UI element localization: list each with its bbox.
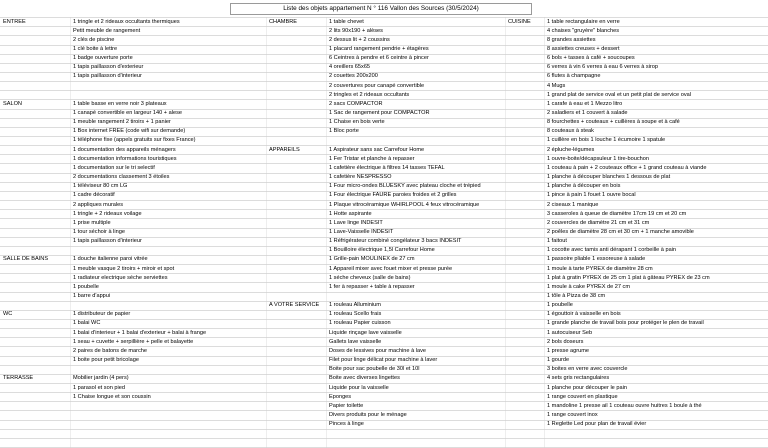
item-cell[interactable]: 1 prise multiple bbox=[73, 219, 111, 226]
item-cell[interactable]: 1 canapé convertible en largeur 140 + alese bbox=[73, 110, 182, 116]
item-cell[interactable]: 1 grande planche de travail bois pour protéger le plen de travail bbox=[547, 320, 704, 327]
item-cell[interactable]: 8 assiettes creuses + dessert bbox=[547, 46, 620, 52]
item-cell[interactable]: 1 balai d'interieur + 1 balai d'exterieur + balai à frange bbox=[73, 329, 207, 336]
item-cell[interactable]: 1 tringle + 2 rideaux voilage bbox=[73, 210, 142, 217]
item-cell[interactable]: 1 boite pour petit bricolage bbox=[73, 357, 139, 364]
item-cell[interactable]: 2 poêles de diamètre 28 cm et 30 cm + 1 manche amovible bbox=[547, 229, 694, 235]
grid-line bbox=[0, 438, 768, 439]
column-divider bbox=[505, 17, 506, 448]
item-cell[interactable]: 2 documentations classement 3 étoiles bbox=[73, 174, 170, 181]
item-cell[interactable]: 1 plat à gratin PYREX de 25 cm 1 plat à gâteau PYREX de 23 cm bbox=[547, 274, 710, 281]
item-cell[interactable]: Divers produits pour le ménage bbox=[329, 411, 407, 418]
item-cell[interactable]: 2 couvertures pour canapé convertible bbox=[329, 82, 425, 89]
item-cell[interactable]: 6 bols + tasses à café + soucoupes bbox=[547, 55, 635, 62]
item-cell[interactable]: 2 dessus lit + 2 coussins bbox=[329, 36, 390, 43]
item-cell[interactable]: 4 chaises "gruyère" blanches bbox=[547, 27, 620, 34]
category-cell[interactable]: SALLE DE BAINS bbox=[3, 256, 49, 263]
item-cell[interactable]: 2 saladiers et 1 couvert à salade bbox=[547, 110, 628, 116]
item-cell[interactable]: 1 seau + cuvette + serpillière + pelle et balayette bbox=[73, 338, 194, 345]
category-cell[interactable]: A VOTRE SERVICE bbox=[269, 302, 320, 309]
item-cell[interactable]: 1 passoire pliable 1 essoreuse à salade bbox=[547, 256, 646, 263]
item-cell[interactable]: Liquide rinçage lave vaisselle bbox=[329, 329, 402, 336]
item-cell[interactable]: 2 couettes 200x200 bbox=[329, 73, 378, 80]
item-cell[interactable]: 1 badge ouverture porte bbox=[73, 55, 133, 62]
item-cell[interactable]: 1 documentation informations touristiques bbox=[73, 155, 177, 162]
category-cell[interactable]: SALON bbox=[3, 100, 22, 107]
item-cell[interactable]: 1 couteau à pain + 2 couteaux office + 1 grand couteau à viande bbox=[547, 164, 707, 171]
item-cell[interactable]: 2 clés de piscine bbox=[73, 36, 115, 43]
item-cell[interactable]: 1 autocuiseur Seb bbox=[547, 329, 593, 336]
item-cell[interactable]: 1 planche à découper en bois bbox=[547, 183, 621, 190]
item-cell[interactable]: 1 égouttoir à vaisselle en bois bbox=[547, 311, 621, 318]
item-cell[interactable]: 1 grand plat de service oval et un petit plat de service oval bbox=[547, 91, 691, 98]
item-cell[interactable]: 1 tôle à Pizza de 38 cm bbox=[547, 293, 606, 299]
item-cell[interactable]: Filet pour linge délicat pour machine à laver bbox=[329, 357, 438, 364]
item-cell[interactable]: 1 Grille-pain MOULINEX de 27 cm bbox=[329, 256, 415, 263]
item-cell[interactable]: 1 moule à tarte PYREX de diamètre 28 cm bbox=[547, 265, 653, 272]
item-cell[interactable]: 8 couteaux à steak bbox=[547, 128, 594, 135]
item-cell[interactable]: 1 documentation des appareils ménagers bbox=[73, 146, 176, 153]
item-cell[interactable]: 1 poubelle bbox=[547, 302, 573, 309]
item-cell[interactable]: 3 boites en verre avec couvercle bbox=[547, 366, 628, 373]
item-cell[interactable]: 1 table chevet bbox=[329, 18, 364, 25]
item-cell[interactable]: 1 Bouilloire électrique 1,5l Carrefour Home bbox=[329, 247, 435, 254]
category-cell[interactable]: ENTREE bbox=[3, 18, 26, 25]
item-cell[interactable]: 1 Chaise en bois verte bbox=[329, 119, 385, 126]
item-cell[interactable]: 1 range couvert en plastique bbox=[547, 393, 618, 400]
item-cell[interactable]: 1 meuble vasque 2 tiroirs + miroir et spot bbox=[73, 265, 175, 272]
sheet-title: Liste des objets appartement N ° 116 Vallon des Sources (30/5/2024) bbox=[230, 3, 532, 15]
item-cell[interactable]: 4 oreillers 65x65 bbox=[329, 64, 371, 71]
column-divider bbox=[326, 17, 327, 448]
item-cell[interactable]: 1 gourde bbox=[547, 357, 570, 364]
item-cell[interactable]: 1 range couvert inox bbox=[547, 411, 598, 418]
item-cell[interactable]: 1 placard rangement pendrie + étagères bbox=[329, 46, 429, 52]
item-cell[interactable]: 1 téléviseur 80 cm LG bbox=[73, 183, 128, 190]
item-cell[interactable]: 1 Sac de rangement pour COMPACTOR bbox=[329, 110, 430, 116]
item-cell[interactable]: 1 Lave-Vaisselle INDESIT bbox=[329, 229, 394, 235]
item-cell[interactable]: 8 grandes assiettes bbox=[547, 36, 596, 43]
item-cell[interactable]: 1 balai WC bbox=[73, 320, 101, 327]
item-cell[interactable]: Gallets lave vaisselle bbox=[329, 338, 382, 345]
item-cell[interactable]: 1 Fer Tristar et planche à repasser bbox=[329, 155, 415, 162]
item-cell[interactable]: 1 tapis paillasson d'interieur bbox=[73, 238, 142, 245]
item-cell[interactable]: Boite avec diverses lingettes bbox=[329, 375, 400, 382]
item-cell[interactable]: Papier toilette bbox=[329, 402, 364, 409]
item-cell[interactable]: 1 parasol et son pied bbox=[73, 384, 125, 391]
column-divider bbox=[266, 17, 267, 448]
category-cell[interactable]: WC bbox=[3, 311, 13, 318]
item-cell[interactable]: 1 tapis paillasson d'interieur bbox=[73, 73, 142, 80]
item-cell[interactable]: Eponges bbox=[329, 393, 352, 400]
item-cell[interactable]: 1 cadre décoratif bbox=[73, 192, 115, 199]
item-cell[interactable]: 1 fer à repasser + table à repasser bbox=[329, 283, 415, 290]
item-cell[interactable]: 1 Box internet FREE (code wifi sur demande) bbox=[73, 128, 186, 135]
item-cell[interactable]: 4 Mugs bbox=[547, 82, 566, 89]
item-cell[interactable]: 2 paires de batons de marche bbox=[73, 347, 148, 354]
item-cell[interactable]: 1 Four micro-ondes BLUESKY avec plateau cloche et trépied bbox=[329, 183, 481, 190]
item-cell[interactable]: 1 barre d'appui bbox=[73, 293, 111, 299]
item-cell[interactable]: 1 Lave linge INDESIT bbox=[329, 219, 383, 226]
item-cell[interactable]: 1 tapis paillasson d'exterieur bbox=[73, 64, 144, 71]
item-cell[interactable]: 4 sets gris rectangulaires bbox=[547, 375, 610, 382]
item-cell[interactable]: 1 rouleau Alluminium bbox=[329, 302, 381, 309]
item-cell[interactable]: 1 Reglette Led pour plan de travail évier bbox=[547, 421, 647, 428]
item-cell[interactable]: 8 fourchettes + couteaux + cuillères à soupe et à café bbox=[547, 119, 680, 126]
item-cell[interactable]: 1 poubelle bbox=[73, 283, 99, 290]
item-cell[interactable]: 1 Bloc porte bbox=[329, 128, 359, 135]
item-cell[interactable]: 6 Ceintres à pendre et 6 ceintre à pincer bbox=[329, 55, 429, 62]
item-cell[interactable]: 2 tringles et 2 rideaux occultants bbox=[329, 91, 410, 98]
item-cell[interactable]: 2 ciseaux 1 manique bbox=[547, 201, 599, 208]
item-cell[interactable]: 1 Chaise longue et son coussin bbox=[73, 393, 151, 400]
item-cell[interactable]: 2 bols doseurs bbox=[547, 338, 584, 345]
item-cell[interactable]: 1 mandoline 1 presse ail 1 couteau ouvre huitres 1 boule à thé bbox=[547, 402, 702, 409]
item-cell[interactable]: 1 séche cheveux (salle de bains) bbox=[329, 274, 411, 281]
item-cell[interactable]: 1 tringle et 2 rideaux occultants thermiques bbox=[73, 18, 180, 25]
item-cell[interactable]: 1 moule à cake PYREX de 27 cm bbox=[547, 283, 631, 290]
item-cell[interactable]: 2 épluche-légumes bbox=[547, 146, 595, 153]
item-cell[interactable]: 1 cocotte avec tamis anti dérapant 1 corbeille à pain bbox=[547, 247, 677, 254]
item-cell[interactable]: Pinces à linge bbox=[329, 421, 364, 428]
item-cell[interactable]: 1 planche à découper blanches 1 dessous de plat bbox=[547, 174, 671, 181]
item-cell[interactable]: 1 radiateur electrique séche serviettes bbox=[73, 274, 168, 281]
item-cell[interactable]: Doses de lessives pour machine à lave bbox=[329, 347, 427, 354]
item-cell[interactable]: 1 faitout bbox=[547, 238, 567, 245]
item-cell[interactable]: 1 Hotte aspirante bbox=[329, 210, 372, 217]
item-cell[interactable]: 1 meuble rangement 2 tiroirs + 1 panier bbox=[73, 119, 171, 126]
column-divider bbox=[544, 17, 545, 448]
item-cell[interactable]: 2 lits 90x190 + alèses bbox=[329, 27, 383, 34]
item-cell[interactable]: 1 Appareil mixer avec fouet mixer et presse purée bbox=[329, 265, 453, 272]
item-cell[interactable]: 1 cafetière électrique à filtres 14 tasses TEFAL bbox=[329, 164, 445, 171]
item-cell[interactable]: 1 pince à pain 1 fouet 1 ouvre bocal bbox=[547, 192, 636, 199]
item-cell[interactable]: Boite pour sac poubelle de 30l et 10l bbox=[329, 366, 420, 373]
item-cell[interactable]: Mobilier jardin (4 pers) bbox=[73, 375, 129, 382]
item-cell[interactable]: 1 rouleau Papier cuisson bbox=[329, 320, 391, 327]
item-cell[interactable]: 1 Four électrique FAURE paroies froides et 2 grilles bbox=[329, 192, 457, 199]
item-cell[interactable]: 1 Réfrigérateur combiné congélateur 3 bacs INDESIT bbox=[329, 238, 462, 245]
item-cell[interactable]: 1 documentation sur le tri selectif bbox=[73, 164, 155, 171]
item-cell[interactable]: 1 tour séchoir à linge bbox=[73, 229, 125, 235]
item-cell[interactable]: 1 carafe à eau et 1 Mezzo litro bbox=[547, 100, 623, 107]
item-cell[interactable]: 1 table basse en verre noir 3 plateaux bbox=[73, 100, 167, 107]
item-cell[interactable]: Liquide pour la vaisselle bbox=[329, 384, 389, 391]
item-cell[interactable]: 1 cafetière NESPRESSO bbox=[329, 174, 392, 181]
item-cell[interactable]: 1 distributeur de papier bbox=[73, 311, 131, 318]
item-cell[interactable]: 1 Aspirateur sans sac Carrefour Home bbox=[329, 146, 425, 153]
item-cell[interactable]: Petit meuble de rangement bbox=[73, 27, 141, 34]
item-cell[interactable]: 1 presse agrume bbox=[547, 347, 589, 354]
item-cell[interactable]: 1 cuillère en bois 1 louche 1 écumoire 1 spatule bbox=[547, 137, 666, 144]
item-cell[interactable]: 1 rouleau Scello frais bbox=[329, 311, 382, 318]
category-cell[interactable]: CHAMBRE bbox=[269, 18, 297, 25]
item-cell[interactable]: 3 casseroles à queue de diamètre 17cm 19 cm et 20 cm bbox=[547, 210, 687, 217]
item-cell[interactable]: 6 flutes à champagne bbox=[547, 73, 601, 80]
item-cell[interactable]: 1 planche pour découper le pain bbox=[547, 384, 627, 391]
category-cell[interactable]: CUISINE bbox=[508, 18, 531, 25]
item-cell[interactable]: 1 clé boite à lettre bbox=[73, 46, 118, 52]
item-cell[interactable]: 2 sacs COMPACTOR bbox=[329, 100, 383, 107]
item-cell[interactable]: 1 table rectangulaire en verre bbox=[547, 18, 620, 25]
item-cell[interactable]: 1 ouvre-boite/décapsuleur 1 tire-bouchon bbox=[547, 155, 649, 162]
category-cell[interactable]: APPAREILS bbox=[269, 146, 300, 153]
item-cell[interactable]: 2 appliques murales bbox=[73, 201, 124, 208]
item-cell[interactable]: 1 douche italienne paroi vitrée bbox=[73, 256, 148, 263]
item-cell[interactable]: 1 Plaque vitrocéramique WHIRLPOOL 4 feux vitrocéramique bbox=[329, 201, 480, 208]
item-cell[interactable]: 6 verres à vin 6 verres à eau 6 verres à sirop bbox=[547, 64, 658, 71]
category-cell[interactable]: TERRASSE bbox=[3, 375, 34, 382]
item-cell[interactable]: 1 téléphone fixe (appels gratuits sur fixes France) bbox=[73, 137, 196, 144]
item-cell[interactable]: 2 couvercles de diamètre 21 cm et 31 cm bbox=[547, 219, 650, 226]
